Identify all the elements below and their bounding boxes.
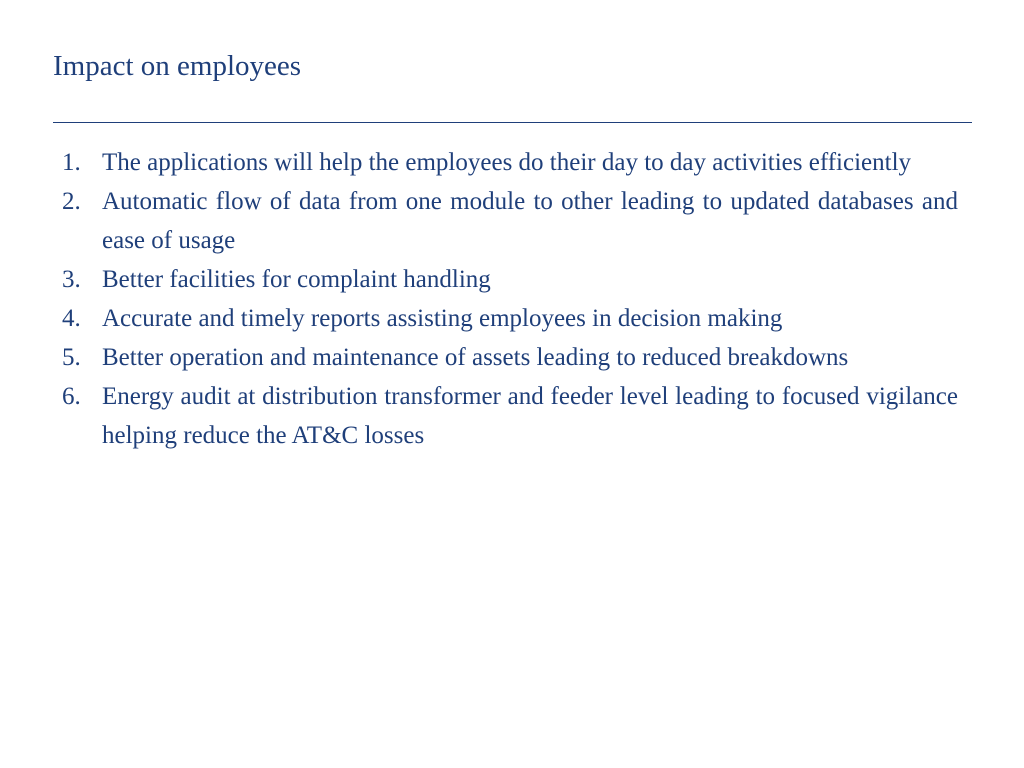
list-item-text: Better facilities for complaint handling: [102, 266, 491, 293]
list-item-number: 3.: [62, 266, 81, 293]
list-item: [62, 299, 958, 338]
list-item-number: 1.: [62, 149, 81, 176]
list-item-text: The applications will help the employees do their day to day activities efficiently: [102, 149, 912, 176]
list-item-text: Energy audit at distribution transformer and feeder level leading to focused vigilance helping reduce the AT&C losses: [102, 383, 958, 449]
title-divider: [53, 122, 972, 123]
list-item: [62, 143, 958, 182]
list-item-text: Accurate and timely reports assisting employees in decision making: [102, 305, 783, 332]
list-item: [62, 260, 958, 299]
list-item-text: Automatic flow of data from one module to other leading to updated databases and ease of usage: [102, 188, 958, 254]
list-item-number: 6.: [62, 383, 81, 410]
list-item: [62, 377, 958, 455]
impact-list: [62, 143, 958, 455]
list-item: [62, 338, 958, 377]
list-item-number: 4.: [62, 305, 81, 332]
list-item-number: 5.: [62, 344, 81, 371]
slide-title: Impact on employees: [53, 50, 302, 82]
list-item-text: Better operation and maintenance of assets leading to reduced breakdowns: [102, 344, 849, 371]
list-item-number: 2.: [62, 188, 81, 215]
list-item: [62, 182, 958, 260]
